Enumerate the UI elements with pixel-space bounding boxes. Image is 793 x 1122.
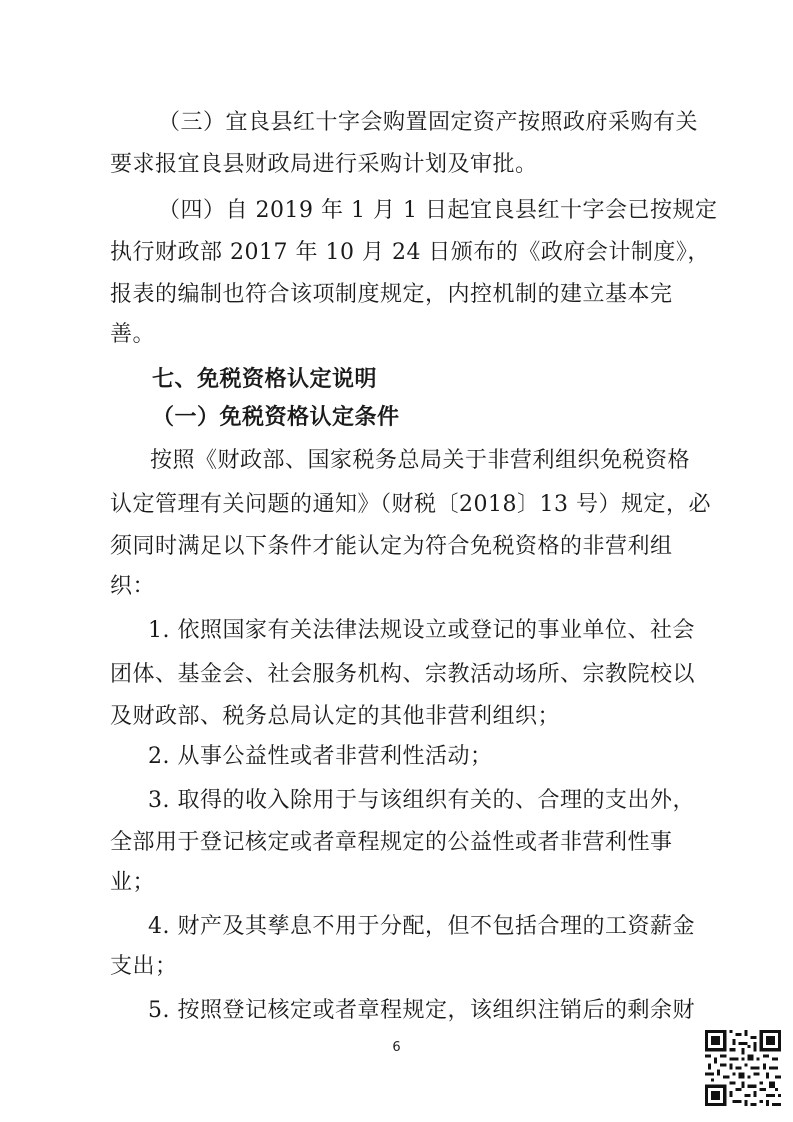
text-line: 1. 依照国家有关法律法规设立或登记的事业单位、社会 [148,618,695,643]
page-number: 6 [392,1040,401,1055]
text-line: 团体、基金会、社会服务机构、宗教活动场所、宗教院校以 [110,662,696,687]
text-line: 3. 取得的收入除用于与该组织有关的、合理的支出外， [148,788,695,813]
text-line: 5. 按照登记核定或者章程规定，该组织注销后的剩余财 [148,998,695,1023]
text-line: 善。 [110,322,156,347]
subsection-heading: （一）免税资格认定条件 [152,404,400,430]
text-line: 报表的编制也符合该项制度规定，内控机制的建立基本完 [110,282,673,307]
section-heading: 七、免税资格认定说明 [152,366,378,392]
text-line: 业； [110,870,156,895]
text-line: （三）宜良县红十字会购置固定资产按照政府采购有关 [158,110,699,135]
text-line: 认定管理有关问题的通知》（财税〔2018〕13 号）规定，必 [110,492,711,517]
text-line: 织： [110,574,156,599]
text-line: 支出； [110,954,178,979]
text-line: 2. 从事公益性或者非营利性活动； [148,744,493,769]
text-line: 全部用于登记核定或者章程规定的公益性或者非营利性事 [110,830,673,855]
qr-code [705,1030,781,1106]
text-line: 4. 财产及其孳息不用于分配，但不包括合理的工资薪金 [148,914,695,939]
text-line: 须同时满足以下条件才能认定为符合免税资格的非营利组 [110,534,673,559]
text-line: （四）自 2019 年 1 月 1 日起宜良县红十字会已按规定 [158,198,718,223]
text-line: 要求报宜良县财政局进行采购计划及审批。 [110,152,538,177]
text-line: 及财政部、税务总局认定的其他非营利组织； [110,704,561,729]
text-line: 按照《财政部、国家税务总局关于非营利组织免税资格 [150,448,691,473]
text-line: 执行财政部 2017 年 10 月 24 日颁布的《政府会计制度》， [110,240,710,265]
